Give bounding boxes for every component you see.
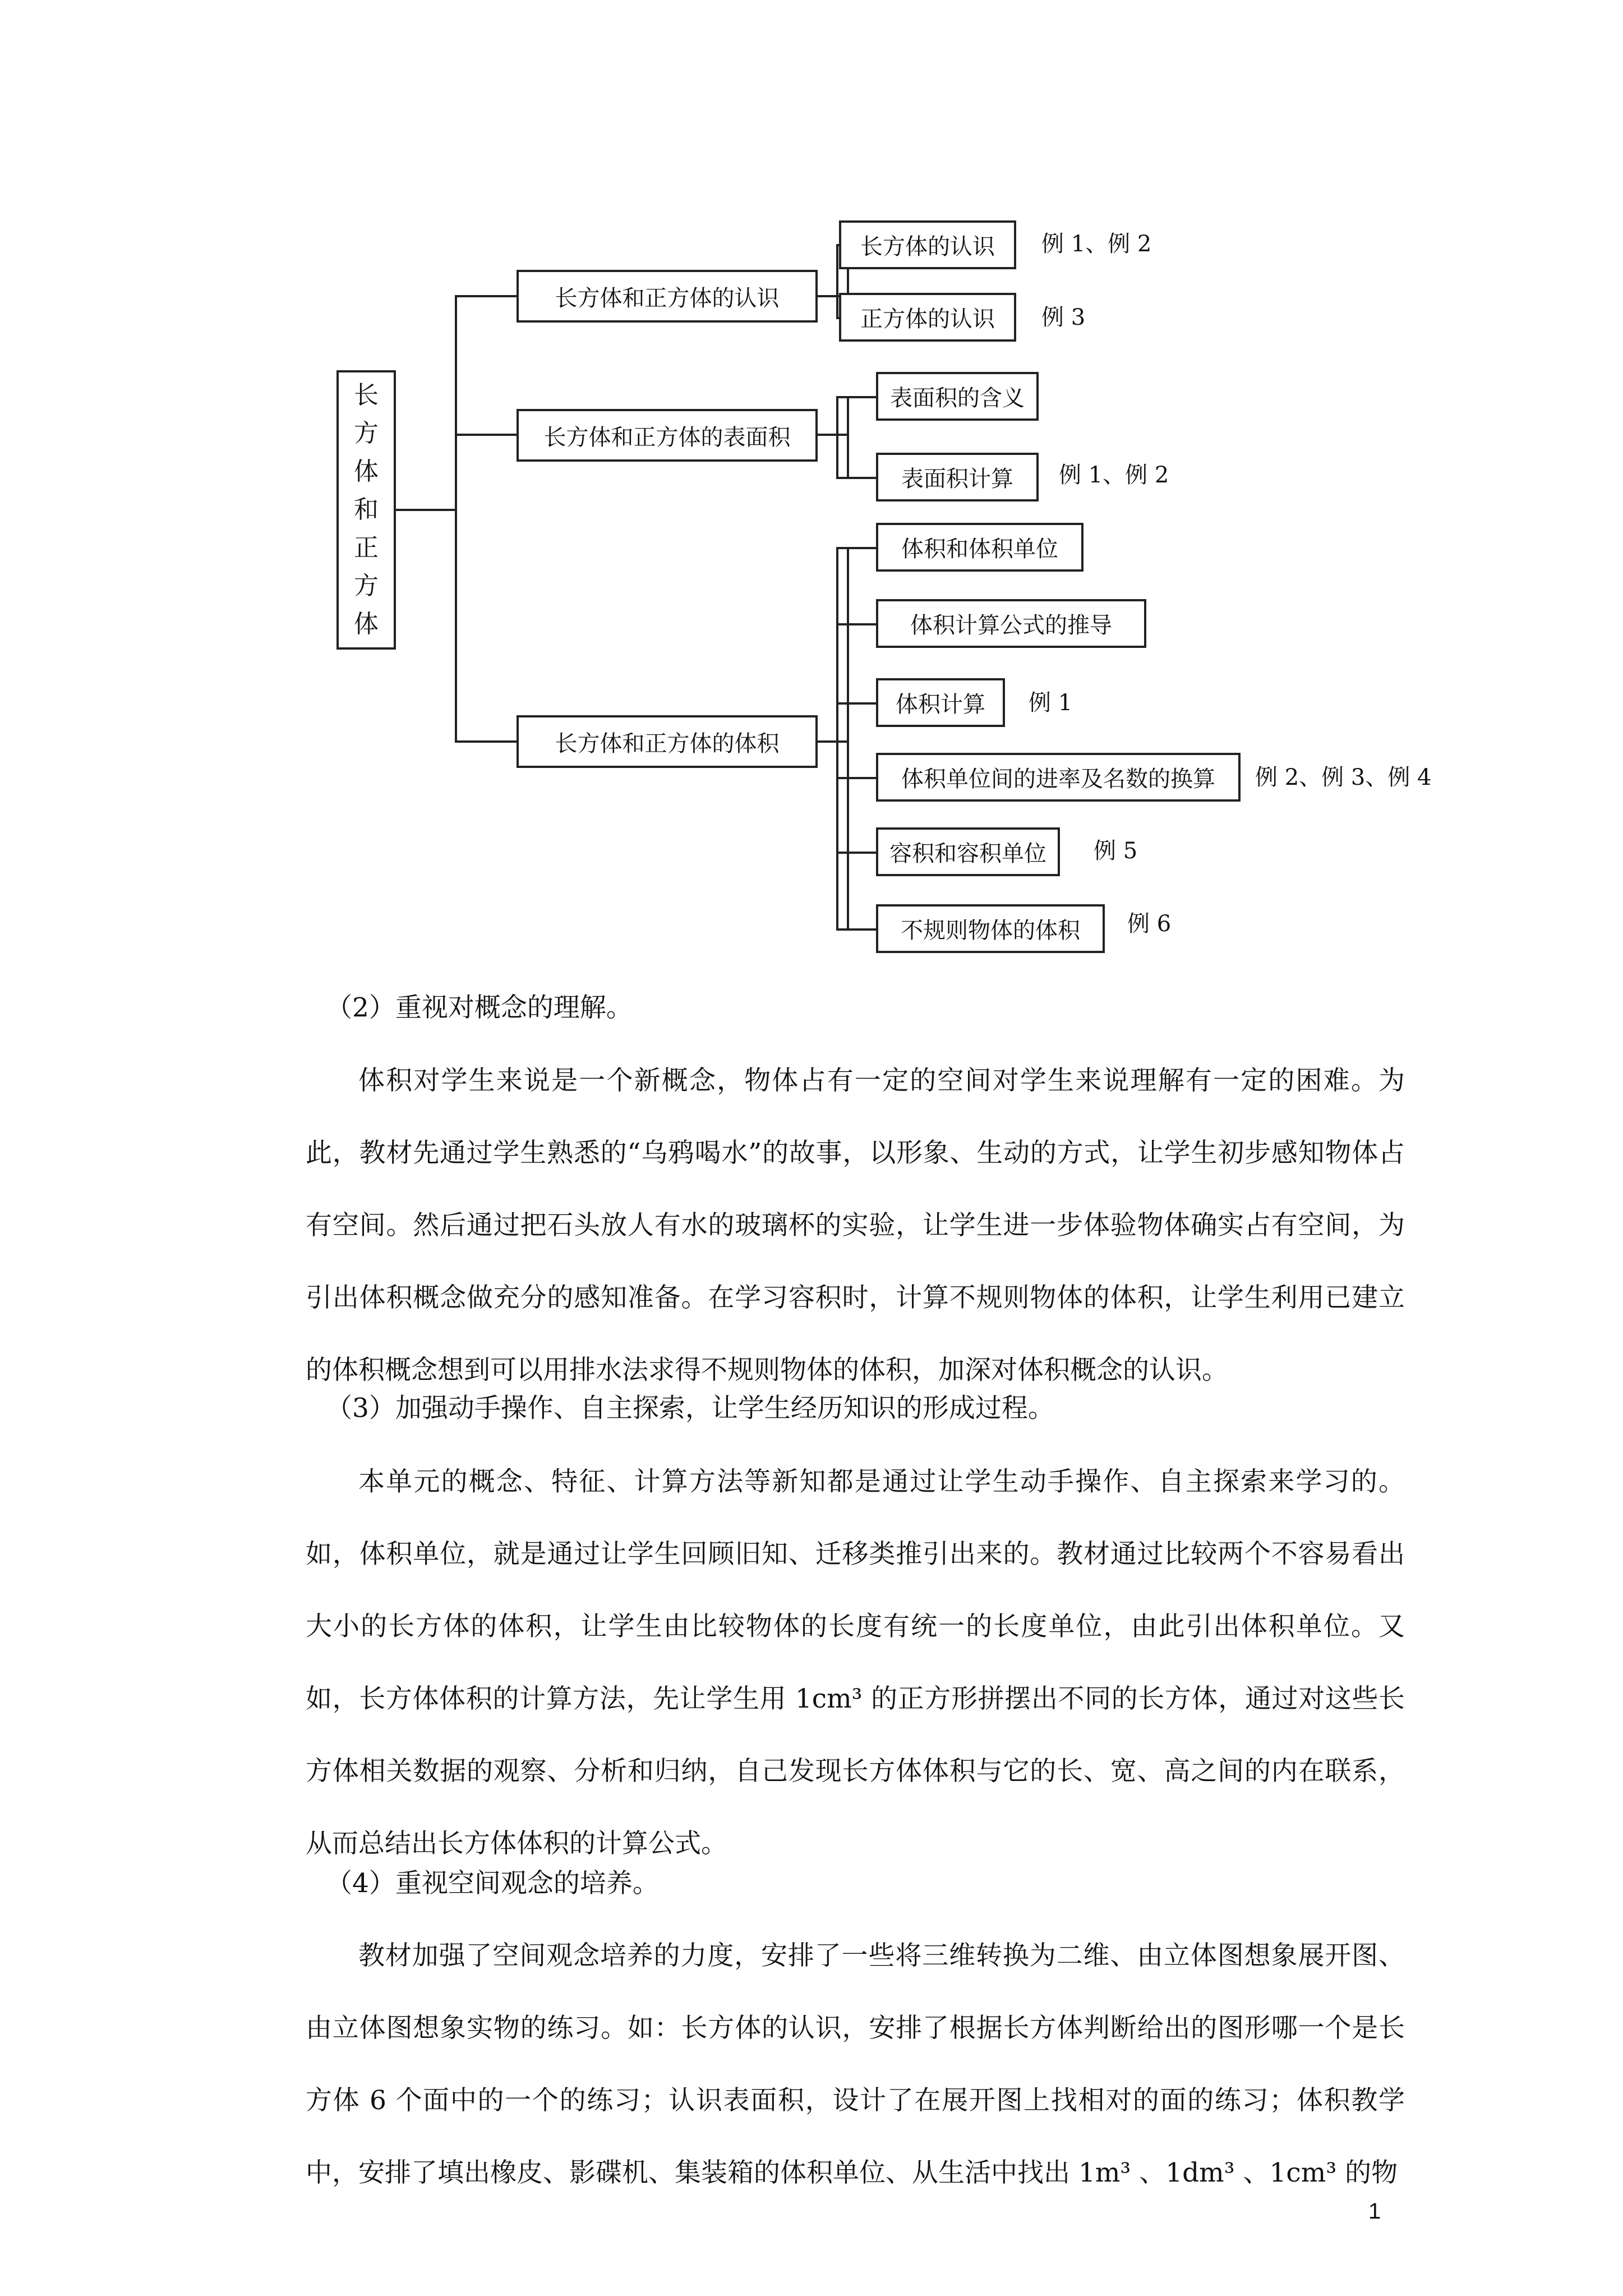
branch-label: 长方体和正方体的体积 xyxy=(555,730,780,757)
child-label: 不规则物体的体积 xyxy=(901,918,1080,944)
branch-box-cognition xyxy=(517,270,818,323)
root-box xyxy=(336,370,396,650)
example-label: 例 1、例 2 xyxy=(1041,231,1152,257)
connector xyxy=(455,740,518,743)
child-box xyxy=(876,678,1005,727)
connector xyxy=(455,295,518,297)
branch-box-volume xyxy=(517,715,818,768)
child-box xyxy=(876,753,1241,802)
section-heading-4: （4）重视空间观念的培养。 xyxy=(326,1868,659,1899)
paragraph-3: 本单元的概念、特征、计算方法等新知都是通过让学生动手操作、自主探索来学习的。如，体积单位，就是通过让学生回顾旧知、迁移类推引出来的。教材通过比较两个不容易看出大小的长方体的体积，让学生由比较物体的长度有统一的长度单位，由此引出体积单位。又如，长方体体积的计算方法，先让学生用 1cm³ 的正方形拼摆出不同的长方体，通过对这些长方体相关数据的观察、分析和归纳，自己发现长方体体积与它的长、宽、高之间的内在联系，从而总结出长方体体积的计算公式。 xyxy=(306,1466,1405,1859)
connector xyxy=(836,852,877,854)
connector xyxy=(836,244,838,319)
connector xyxy=(847,397,849,478)
connector xyxy=(455,295,457,743)
child-label: 体积计算公式的推导 xyxy=(910,613,1112,638)
connector xyxy=(818,434,848,436)
child-box xyxy=(839,220,1016,269)
child-label: 长方体的认识 xyxy=(860,234,995,260)
connector xyxy=(455,434,518,436)
child-box xyxy=(876,453,1039,501)
paragraph-4: 教材加强了空间观念培养的力度，安排了一些将三维转换为二维、由立体图想象展开图、由立体图想象实物的练习。如：长方体的认识，安排了根据长方体判断给出的图形哪一个是长方体 6 个面中的一个的练习；认识表面积，设计了在展开图上找相对的面的练习；体积教学中，安排了填出橡皮、影碟机、集装箱的体积单位、从生活中找出 1m³ 、1dm³ 、1cm³ 的物 xyxy=(306,1940,1405,2188)
child-label: 体积计算 xyxy=(896,692,985,717)
section-heading-3: （3）加强动手操作、自主探索，让学生经历知识的形成过程。 xyxy=(326,1393,1054,1424)
child-box xyxy=(876,904,1105,953)
paragraph-2: 体积对学生来说是一个新概念，物体占有一定的空间对学生来说理解有一定的困难。为此，教材先通过学生熟悉的“乌鸦喝水”的故事，以形象、生动的方式，让学生初步感知物体占有空间。然后通过把石头放人有水的玻璃杯的实验，让学生进一步体验物体确实占有空间，为引出体积概念做充分的感知准备。在学习容积时，计算不规则物体的体积，让学生利用已建立的体积概念想到可以用排水法求得不规则物体的体积，加深对体积概念的认识。 xyxy=(306,1065,1405,1386)
connector xyxy=(818,740,848,743)
child-label: 正方体的认识 xyxy=(860,306,995,332)
connector xyxy=(847,547,849,930)
child-label: 容积和容积单位 xyxy=(889,841,1046,867)
section-heading-2: （2）重视对概念的理解。 xyxy=(326,992,633,1023)
page-number: 1 xyxy=(1368,2199,1381,2224)
connector xyxy=(396,509,456,511)
connector xyxy=(836,702,877,705)
root-char: 方 xyxy=(354,572,379,600)
root-char: 体 xyxy=(354,457,379,486)
connector xyxy=(836,396,877,398)
connector xyxy=(836,396,838,479)
example-label: 例 3 xyxy=(1041,305,1086,330)
connector xyxy=(836,547,838,931)
branch-label: 长方体和正方体的表面积 xyxy=(543,424,791,450)
root-char: 正 xyxy=(354,533,379,562)
child-box xyxy=(876,523,1083,572)
child-box xyxy=(876,599,1146,648)
child-box xyxy=(876,372,1039,421)
example-label: 例 2、例 3、例 4 xyxy=(1255,765,1432,790)
connector xyxy=(836,623,877,625)
root-char: 方 xyxy=(354,419,379,448)
connector xyxy=(818,295,838,297)
example-label: 例 5 xyxy=(1094,838,1138,864)
child-label: 表面积的含义 xyxy=(890,385,1025,411)
root-char: 长 xyxy=(354,381,379,409)
example-label: 例 1、例 2 xyxy=(1059,462,1169,488)
connector xyxy=(836,928,877,931)
connector xyxy=(836,777,877,779)
root-char: 和 xyxy=(354,495,379,524)
connector xyxy=(836,547,877,549)
branch-label: 长方体和正方体的认识 xyxy=(555,285,780,311)
child-label: 体积和体积单位 xyxy=(901,536,1058,562)
root-char: 体 xyxy=(354,610,379,638)
knowledge-structure-diagram xyxy=(0,0,1623,965)
child-label: 体积单位间的进率及名数的换算 xyxy=(901,766,1215,792)
connector xyxy=(836,477,877,479)
child-box xyxy=(876,827,1060,876)
branch-box-surface-area xyxy=(517,409,818,462)
child-label: 表面积计算 xyxy=(901,466,1013,492)
example-label: 例 1 xyxy=(1029,690,1073,716)
child-box xyxy=(839,293,1016,342)
example-label: 例 6 xyxy=(1127,911,1172,937)
